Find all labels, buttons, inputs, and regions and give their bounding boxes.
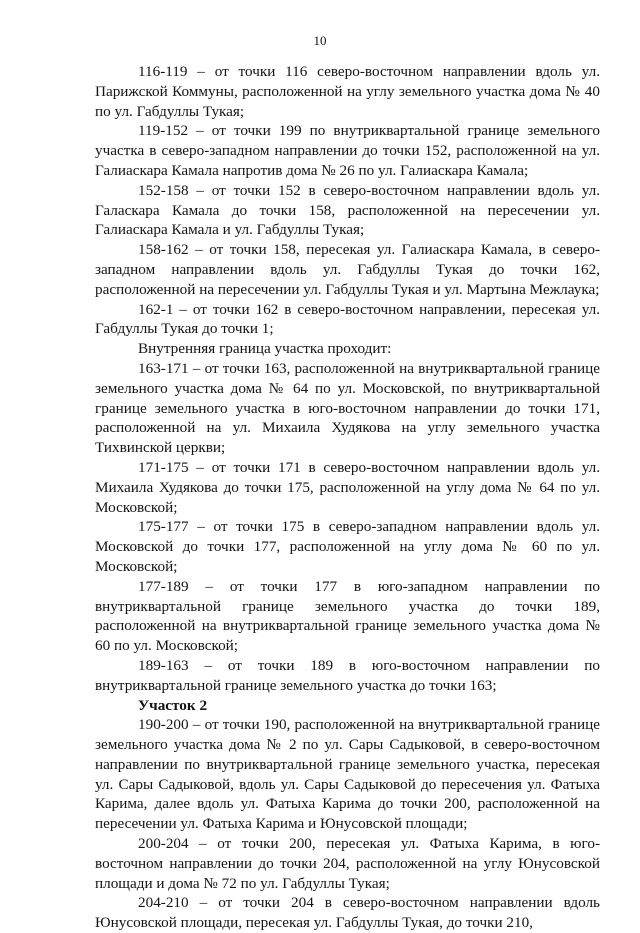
paragraph: 200-204 – от точки 200, пересекая ул. Фатыха Карима, в юго-восточном направлении до точки 204, расположенной на углу Юнусовской площади и дома № 72 по ул. Габдуллы Тукая; — [95, 835, 600, 892]
paragraph: 116-119 – от точки 116 северо-восточном направлении вдоль ул. Парижской Коммуны, расположенной на углу земельного участка дома № 40 по ул. Габдуллы Тукая; — [95, 63, 600, 120]
paragraph: 152-158 – от точки 152 в северо-восточном направлении вдоль ул. Галаскара Камала до точки 158, расположенной на пересечении ул. Галиаскара Камала и ул. Габдуллы Тукая; — [95, 181, 600, 239]
paragraph: Внутренняя граница участка проходит: — [138, 340, 392, 358]
paragraph: 175-177 – от точки 175 в северо-западном направлении вдоль ул. Московской до точки 177, расположенной на углу дома № 60 по ул. Московской; — [95, 518, 600, 575]
paragraph: 204-210 – от точки 204 в северо-восточном направлении вдоль Юнусовской площади, пересекая ул. Габдуллы Тукая, до точки 210, — [95, 894, 600, 932]
page-number: 10 — [313, 33, 327, 48]
paragraph: 177-189 – от точки 177 в юго-западном направлении по внутриквартальной границе земельного участка до точки 189, расположенной на внутриквартальной границе земельного участка дома № 60 по ул. Московской; — [95, 577, 600, 655]
paragraph: 158-162 – от точки 158, пересекая ул. Галиаскара Камала, в северо-западном направлении вдоль ул. Габдуллы Тукая до точки 162, расположенной на пересечении ул. Габдуллы Тукая и ул. Мартына Межлаука; — [95, 241, 600, 298]
paragraph: 171-175 – от точки 171 в северо-восточном направлении вдоль ул. Михаила Худякова до точки 175, расположенной на углу дома № 64 по ул. Московской; — [95, 458, 600, 516]
paragraph: 190-200 – от точки 190, расположенной на внутриквартальной границе земельного участка дома № 2 по ул. Сары Садыковой, в северо-восточном направлении по внутриквартальной границе земельного участка, пересекая ул. Сары Садыковой, вдоль ул. Сары Садыковой до пересечения ул. Фатыха Карима, далее вдоль ул. Фатыха Карима до точки 200, расположенной на пересечении ул. Фатыха Карима и Юнусовской площади; — [95, 716, 600, 833]
document-body — [95, 62, 600, 933]
paragraph: 162-1 – от точки 162 в северо-восточном направлении, пересекая ул. Габдуллы Тукая до точки 1; — [95, 300, 600, 338]
paragraph: 163-171 – от точки 163, расположенной на внутриквартальной границе земельного участка дома № 64 по ул. Московской, по внутриквартальной границе земельного участка в юго-восточном направлении до точки 171, расположенной на ул. Михаила Худякова на углу земельного участка Тихвинской церкви; — [95, 359, 600, 457]
section-heading: Участок 2 — [138, 696, 208, 714]
paragraph: 189-163 – от точки 189 в юго-восточном направлении по внутриквартальной границе земельного участка до точки 163; — [95, 656, 600, 694]
paragraph: 119-152 – от точки 199 по внутриквартальной границе земельного участка в северо-западном направлении до точки 152, расположенной на ул. Галиаскара Камала напротив дома № 26 по ул. Галиаскара Камала; — [95, 122, 600, 179]
